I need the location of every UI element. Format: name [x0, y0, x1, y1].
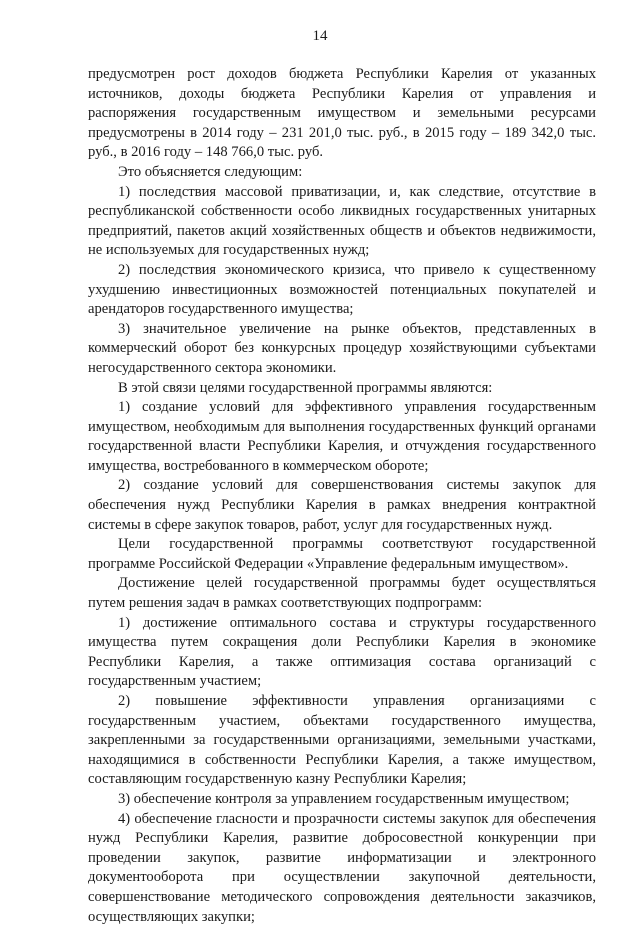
paragraph: 2) повышение эффективности управления организациями с государственным участием, объектами государственного имущества, закрепленными за государственными организациями, земельными участками, находящимися в собственности Республики Карелия, а также имуществом, составляющим государственную казну Республики Карелия; [88, 693, 596, 788]
paragraph: 1) последствия массовой приватизации, и, как следствие, отсутствие в республиканской собственности особо ликвидных государственных унитарных предприятий, пакетов акций хозяйственных обществ и объектов недвижимости, не используемых для государственных нужд; [88, 183, 596, 259]
paragraph: 4) обеспечение гласности и прозрачности системы закупок для обеспечения нужд Республики Карелия, развитие добросовестной конкуренции при проведении закупок, развитие информатизации и электронного документооборота при осуществлении закупочной деятельности, совершенствование методического сопровождения деятельности заказчиков, осуществляющих закупки; [88, 810, 596, 925]
paragraph: 2) последствия экономического кризиса, что привело к существенному ухудшению инвестиционных возможностей потенциальных покупателей и арендаторов государственного имущества; [88, 261, 596, 318]
paragraph: Цели государственной программы соответствуют государственной программе Российской Федерации «Управление федеральным имуществом». [88, 536, 596, 572]
paragraph: 3) значительное увеличение на рынке объектов, представленных в коммерческий оборот без конкурсных процедур хозяйствующими субъектами негосударственного сектора экономики. [88, 320, 596, 376]
paragraph: 2) создание условий для совершенствования системы закупок для обеспечения нужд Республики Карелия в рамках внедрения контрактной системы в сфере закупок товаров, работ, услуг для государственных нужд. [88, 477, 596, 533]
paragraph: 1) достижение оптимального состава и структуры государственного имущества путем сокращения доли Республики Карелия в экономике Республики Карелия, а также оптимизация состава организаций с государственным участием; [88, 614, 596, 690]
paragraph: В этой связи целями государственной программы являются: [118, 379, 493, 396]
paragraph: Это объясняется следующим: [118, 163, 303, 180]
page-number: 14 [312, 28, 328, 44]
paragraph: предусмотрен рост доходов бюджета Республики Карелия от указанных источников, доходы бюджета Республики Карелия от управления и распоряжения государственным имуществом и земельными ресурсами предусмотрены в 2014 году – 231 201,0 тыс. руб., в 2015 году – 189 342,0 тыс. руб., в 2016 году – 148 766,0 тыс. руб. [88, 66, 596, 161]
paragraph: 1) создание условий для эффективного управления государственным имуществом, необходимым для выполнения государственных функций органами государственной власти Республики Карелия, и отчуждения государственного имущества, востребованного в коммерческом обороте; [88, 399, 596, 474]
body-text [88, 65, 596, 927]
paragraph: Достижение целей государственной программы будет осуществляться путем решения задач в рамках соответствующих подпрограмм: [88, 575, 596, 612]
paragraph: 3) обеспечение контроля за управлением государственным имуществом; [118, 790, 570, 807]
